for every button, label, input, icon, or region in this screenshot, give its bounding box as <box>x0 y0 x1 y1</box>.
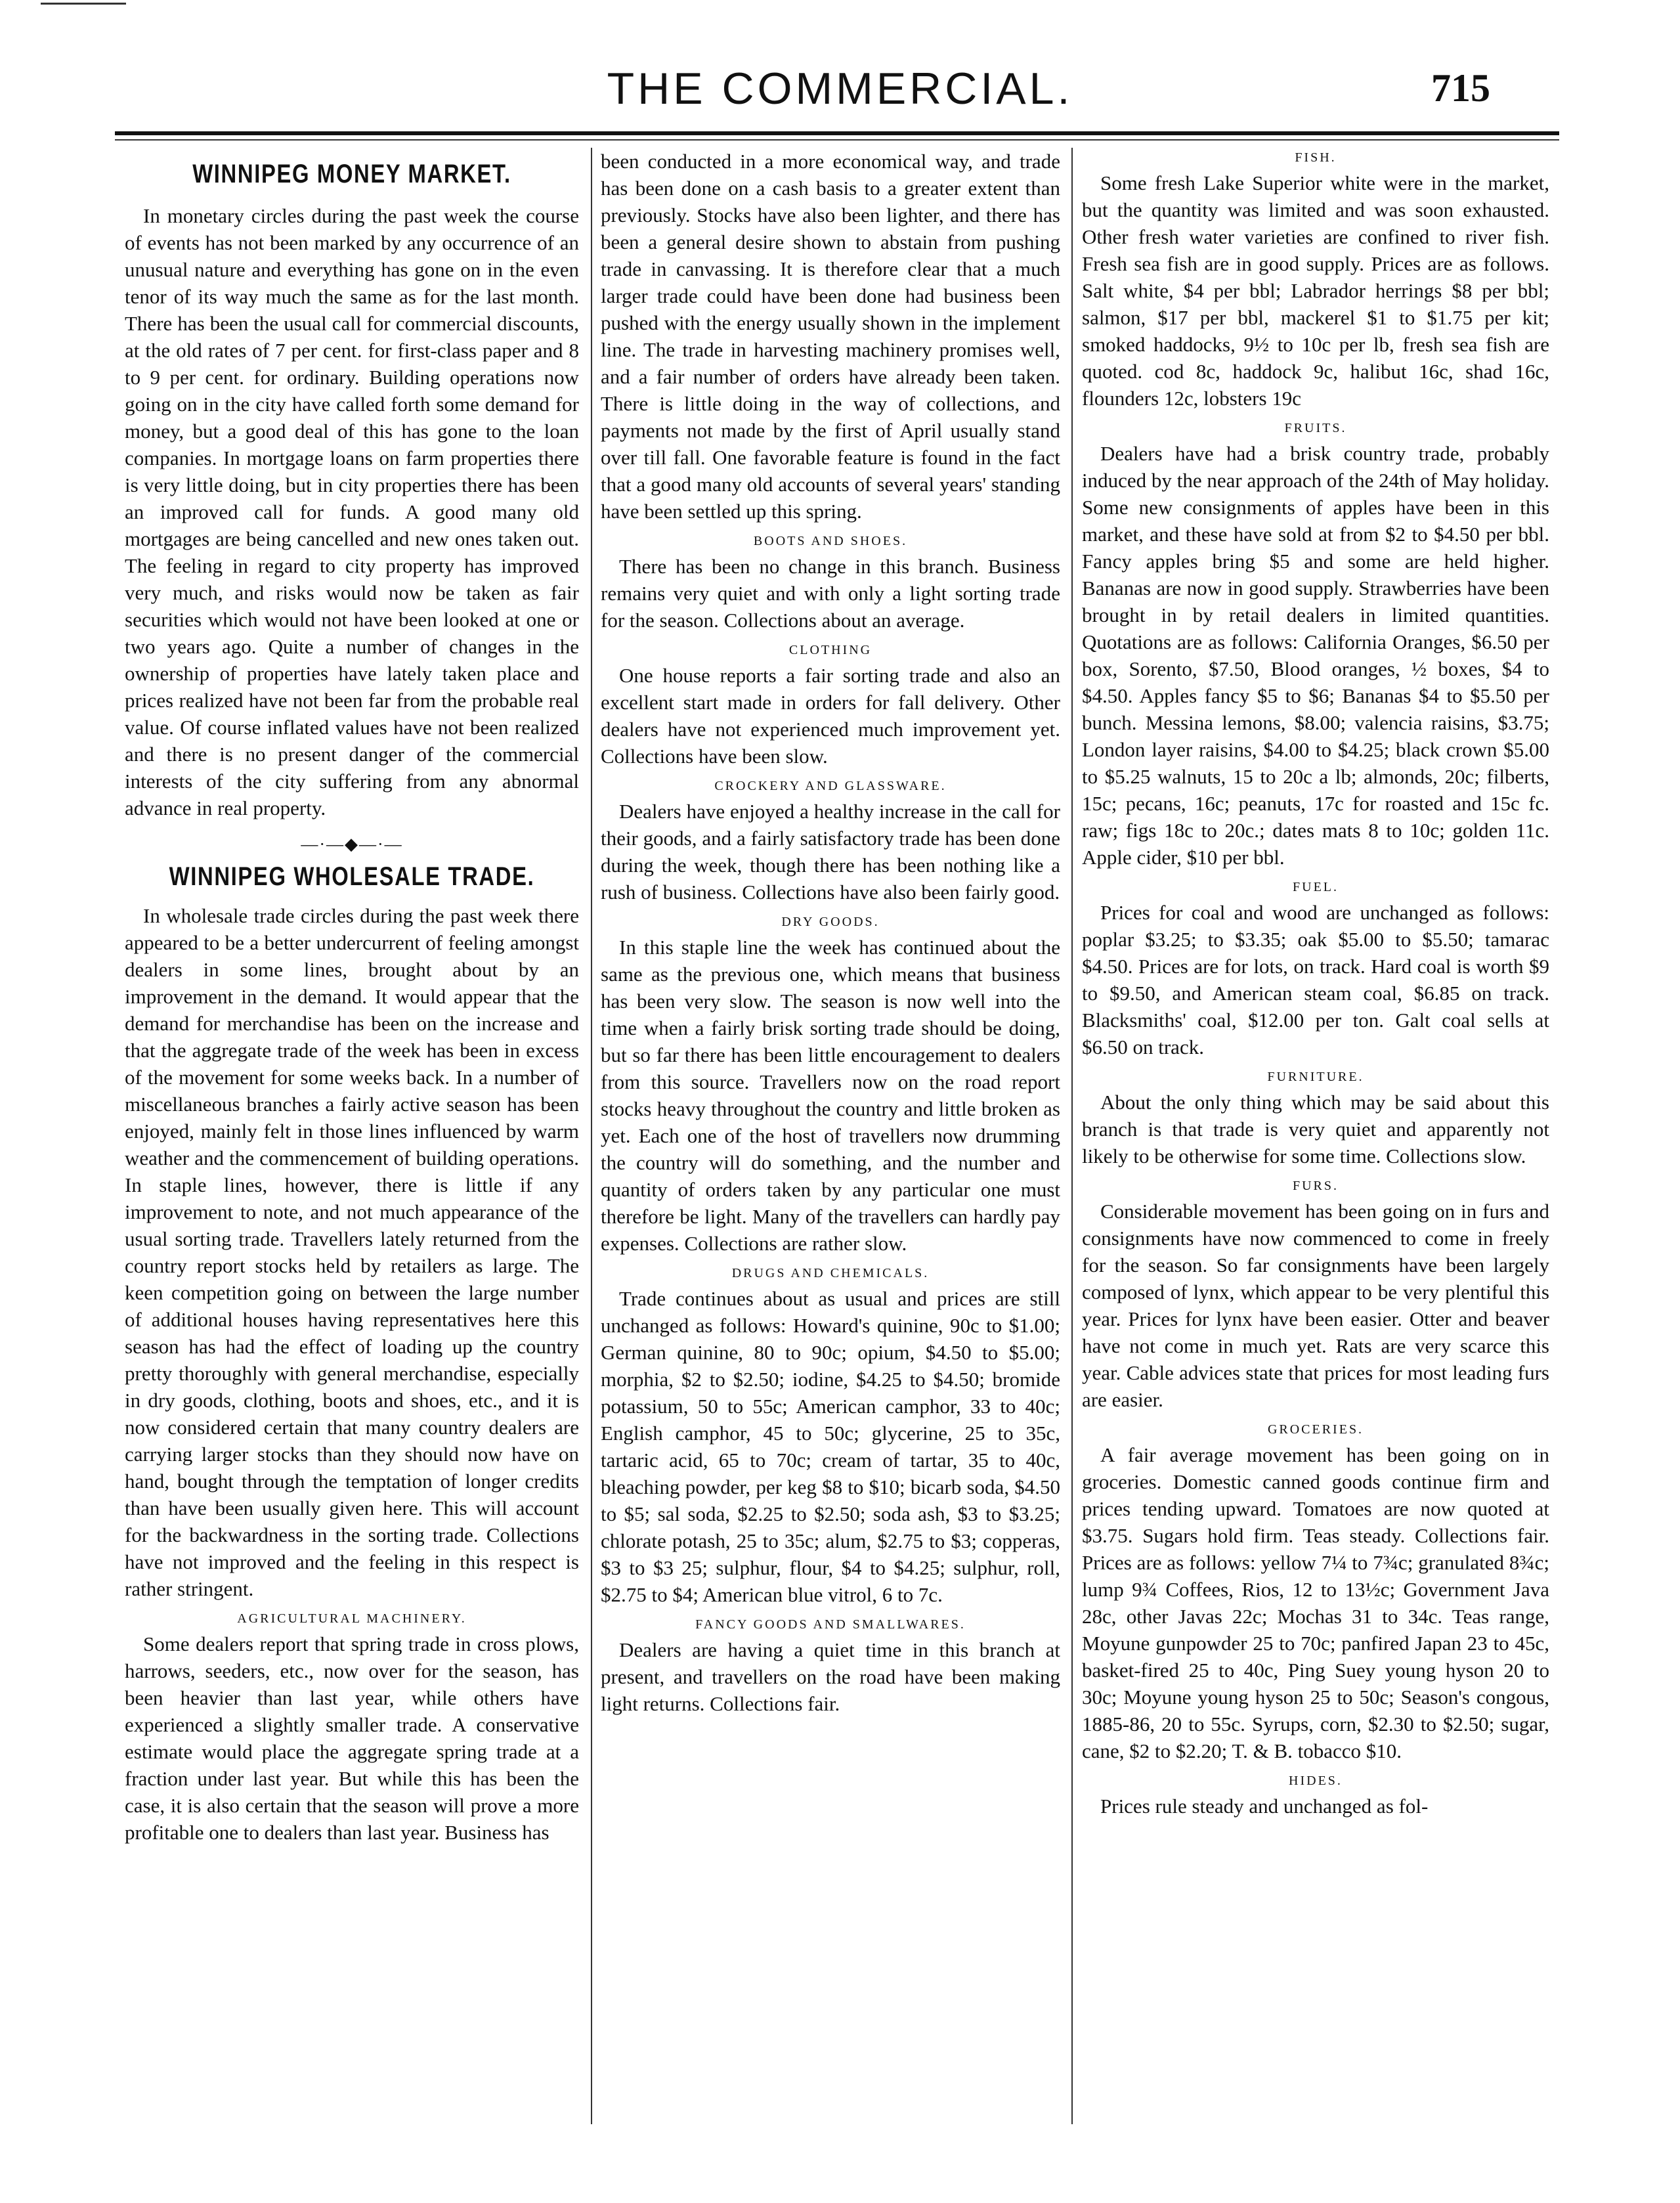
top-edge-mark <box>41 3 126 5</box>
clothing-text: One house reports a fair sorting trade and also an excellent start made in orders for fall delivery. Other dealers have not experienced much improvement yet. Collections have been slow. <box>601 664 1060 768</box>
hides-title: HIDES. <box>1289 1774 1343 1788</box>
fish-title: FISH. <box>1295 150 1337 165</box>
fuel-title: FUEL. <box>1293 880 1339 894</box>
fruits-text: Dealers have had a brisk country trade, probably induced by the near approach of the 24th of May holiday. Some new consignments of apples have been in this market, and these have sold at from $2 to $4.50 per bbl. Fancy apples bring $5 and some are held higher. Bananas are now in good supply. Strawberries have been brought in by retail dealers in limited quantities. Quotations are as follows: California Oranges, $6.50 per box, Sorento, $7.50, Blood oranges, ½ boxes, $4 to $4.50. Apples fancy $5 to $6; Bananas $4 to $5.50 per bunch. Messina lemons, $8.00; valencia raisins, $3.75; London layer raisins, $4.00 to $4.25; black crown $5.00 to $5.25 walnuts, 15 to 20c a lb; almonds, 20c; filberts, 15c; pecans, 16c; peanuts, 17c for roasted and 15c fc. raw; figs 18c to 20c.; dates mats 8 to 10c; golden 11c. Apple cider, $10 per bbl. <box>1082 442 1549 869</box>
money-market-paragraph: In monetary circles during the past week the course of events has not been marked by any occurrence of an unusual nature and everything has gone on in the even tenor of its way much the same as for the last month. There has been the usual call for commercial discounts, at the old rates of 7 per cent. for first-class paper and 8 to 9 per cent. for ordinary. Building operations now going on in the city have called forth some demand for money, but a good deal of this has gone to the loan companies. In mortgage loans on farm properties there is very little doing, but in city properties there has been an improved call for funds. A good many old mortgages are being cancelled and new ones taken out. The feeling in regard to city property has improved very much, and risks would now be taken as fair securities which would not have been looked at one or two years ago. Quite a number of changes in the ownership of properties have lately taken place and prices realized have not been far from the probable real value. Of course inflated values have not been realized and there is no present danger of the commercial interests of the city suffering from any abnormal advance in real property. <box>125 204 579 819</box>
column-1 <box>125 148 579 2124</box>
boots-shoes-text: There has been no change in this branch. Business remains very quiet and with only a light sorting trade for the season. Collections about an average. <box>601 555 1060 632</box>
furniture-text: About the only thing which may be said about this branch is that trade is very quiet and apparently not likely to be otherwise for some time. Collections slow. <box>1082 1091 1549 1167</box>
agricultural-machinery-title: AGRICULTURAL MACHINERY. <box>237 1611 467 1626</box>
crockery-title: CROCKERY AND GLASSWARE. <box>714 779 947 793</box>
page-number: 715 <box>1431 66 1490 110</box>
fancy-goods-title: FANCY GOODS AND SMALLWARES. <box>695 1617 966 1632</box>
header-rule <box>115 131 1559 135</box>
fruits-title: FRUITS. <box>1284 421 1347 435</box>
furs-text: Considerable movement has been going on in furs and consignments have now commenced to come in freely for the season. So far consignments have been largely composed of lynx, which appear to be very plentiful this year. Prices for lynx have been easier. Otter and beaver have not come in much yet. Rats are very scarce this year. Cable advices state that prices for most leading furs are easier. <box>1082 1200 1549 1411</box>
section-divider: —·—◆—·— <box>301 835 403 854</box>
clothing-title: CLOTHING <box>788 643 872 657</box>
groceries-title: GROCERIES. <box>1267 1422 1364 1437</box>
agricultural-machinery-text-a: Some dealers report that spring trade in cross plows, harrows, seeders, etc., now over for the season, has been heavier than last year, while others have experienced a slightly smaller trade. A conservative estimate would place the aggregate spring trade at a fraction under last year. But while this has been the case, it is also certain that the season will prove a more profitable one to dealers than last year. Business has <box>125 1632 579 1844</box>
column-2 <box>601 148 1060 2124</box>
column-rule-2 <box>1071 148 1073 2124</box>
header-rule-thin <box>115 139 1559 141</box>
dry-goods-text: In this staple line the week has continued about the same as the previous one, which means that business has been very slow. The season is now well into the time when a fairly brisk sorting trade should be doing, but so far there has been little encouragement to dealers from this source. Travellers now on the road report stocks heavy throughout the country and little broken as yet. Each one of the host of travellers now drumming the country will do something, and the number and quantity of orders taken by any particular one must therefore be light. Many of the travellers can hardly pay expenses. Collections are rather slow. <box>601 936 1060 1255</box>
wholesale-heading: WINNIPEG WHOLESALE TRADE. <box>169 862 535 891</box>
column-3 <box>1082 148 1549 2124</box>
fancy-goods-text: Dealers are having a quiet time in this branch at present, and travellers on the road have been making light returns. Collections fair. <box>601 1638 1060 1715</box>
fish-text: Some fresh Lake Superior white were in the market, but the quantity was limited and was soon exhausted. Other fresh water varieties are confined to river fish. Fresh sea fish are in good supply. Prices are as follows. Salt white, $4 per bbl; Labrador herrings $8 per bbl; salmon, $17 per bbl, mackerel $1 to $1.75 per kit; smoked haddocks, 9½ to 10c per lb, fresh sea fish are quoted. cod 8c, haddock 9c, halibut 16c, shad 16c, flounders 12c, lobsters 19c <box>1082 171 1549 410</box>
wholesale-intro-paragraph: In wholesale trade circles during the past week there appeared to be a better undercurrent of feeling amongst dealers in some lines, brought about by an improvement in the demand. It would appear that the demand for merchandise has been on the increase and that the aggregate trade of the week has been in excess of the movement for some weeks back. In a number of miscellaneous branches a fairly active season has been enjoyed, mainly felt in those lines influenced by warm weather and the commencement of building operations. In staple lines, however, there is little if any improvement to note, and not much appearance of the usual sorting trade. Travellers lately returned from the country report stocks held by retailers as large. The keen competition going on between the large number of additional houses having representatives here this season has had the effect of loading up the country pretty thoroughly with general merchandise, especially in dry goods, clothing, boots and shoes, etc., and it is now considered certain that many country dealers are carrying larger stocks than they should now have on hand, bought through the temptation of longer credits than have been usually given here. This will account for the backwardness in the sorting trade. Collections have not improved and the feeling in this respect is rather stringent. <box>125 904 579 1600</box>
newspaper-title: THE COMMERCIAL. <box>607 64 1073 114</box>
agricultural-machinery-text-b: been conducted in a more economical way, and trade has been done on a cash basis to a greater extent than previously. Stocks have also been lighter, and there has been a general desire shown to abstain from pushing trade in canvassing. It is therefore clear that a much larger trade could have been done had business been pushed with the energy usually shown in the implement line. The trade in harvesting machinery promises well, and a fair number of orders have already been taken. There is little doing in the way of collections, and payments not made by the first of April usually stand over till fall. One favorable feature is found in the fact that a good many old accounts of several years' standing have been settled up this spring. <box>601 150 1060 523</box>
drugs-chemicals-title: DRUGS AND CHEMICALS. <box>731 1266 930 1280</box>
furs-title: FURS. <box>1292 1179 1339 1193</box>
hides-text: Prices rule steady and unchanged as fol- <box>1100 1795 1429 1818</box>
furniture-title: FURNITURE. <box>1267 1070 1364 1084</box>
column-rule-1 <box>591 148 592 2124</box>
groceries-text: A fair average movement has been going on in groceries. Domestic canned goods continue firm and prices tending upward. Tomatoes are now quoted at $3.75. Sugars hold firm. Teas steady. Collections fair. Prices are as follows: yellow 7¼ to 7¾c; granulated 8¾c; lump 9¾ Coffees, Rios, 12 to 13½c; Government Java 28c, other Javas 22c; Mochas 31 to 34c. Teas range, Moyune gunpowder 25 to 70c; panfired Japan 23 to 45c, basket-fired 25 to 40c, Ping Suey young hyson 20 to 30c; Moyune young hyson 25 to 50c; Season's congous, 1885-86, 20 to 55c. Syrups, corn, $2.30 to $2.50; sugar, cane, $2 to $2.20; T. & B. tobacco $10. <box>1082 1443 1549 1762</box>
crockery-text: Dealers have enjoyed a healthy increase in the call for their goods, and a fairly satisfactory trade has been done during the week, though there has been nothing like a rush of business. Collections have also been fairly good. <box>601 800 1060 904</box>
dry-goods-title: DRY GOODS. <box>781 915 880 929</box>
boots-shoes-title: BOOTS AND SHOES. <box>753 534 908 548</box>
fuel-text: Prices for coal and wood are unchanged as follows: poplar $3.25; to $3.35; oak $5.00 to $5.50; tamarac $4.50. Prices are for lots, on track. Hard coal is worth $9 to $9.50, and American steam coal, $6.85 on track. Blacksmiths' coal, $12.00 per ton. Galt coal sells at $6.50 on track. <box>1082 901 1549 1058</box>
drugs-chemicals-text: Trade continues about as usual and prices are still unchanged as follows: Howard's quinine, 90c to $1.00; German quinine, 80 to 90c; opium, $4.50 to $5.00; morphia, $2 to $2.50; iodine, $4.25 to $4.50; bromide potassium, 50 to 55c; American camphor, 33 to 40c; English camphor, 45 to 50c; glycerine, 25 to 35c, tartaric acid, 65 to 70c; cream of tartar, 35 to 40c, bleaching powder, per keg $8 to $10; bicarb soda, $4.50 to $5; sal soda, $2.25 to $2.50; soda ash, $3 to $3.25; chlorate potash, 25 to 35c; alum, $2.75 to $3; copperas, $3 to $3 25; sulphur, flour, $4 to $4.25; sulphur, roll, $2.75 to $4; American blue vitrol, 6 to 7c. <box>601 1287 1060 1606</box>
money-market-heading: WINNIPEG MONEY MARKET. <box>192 160 511 188</box>
